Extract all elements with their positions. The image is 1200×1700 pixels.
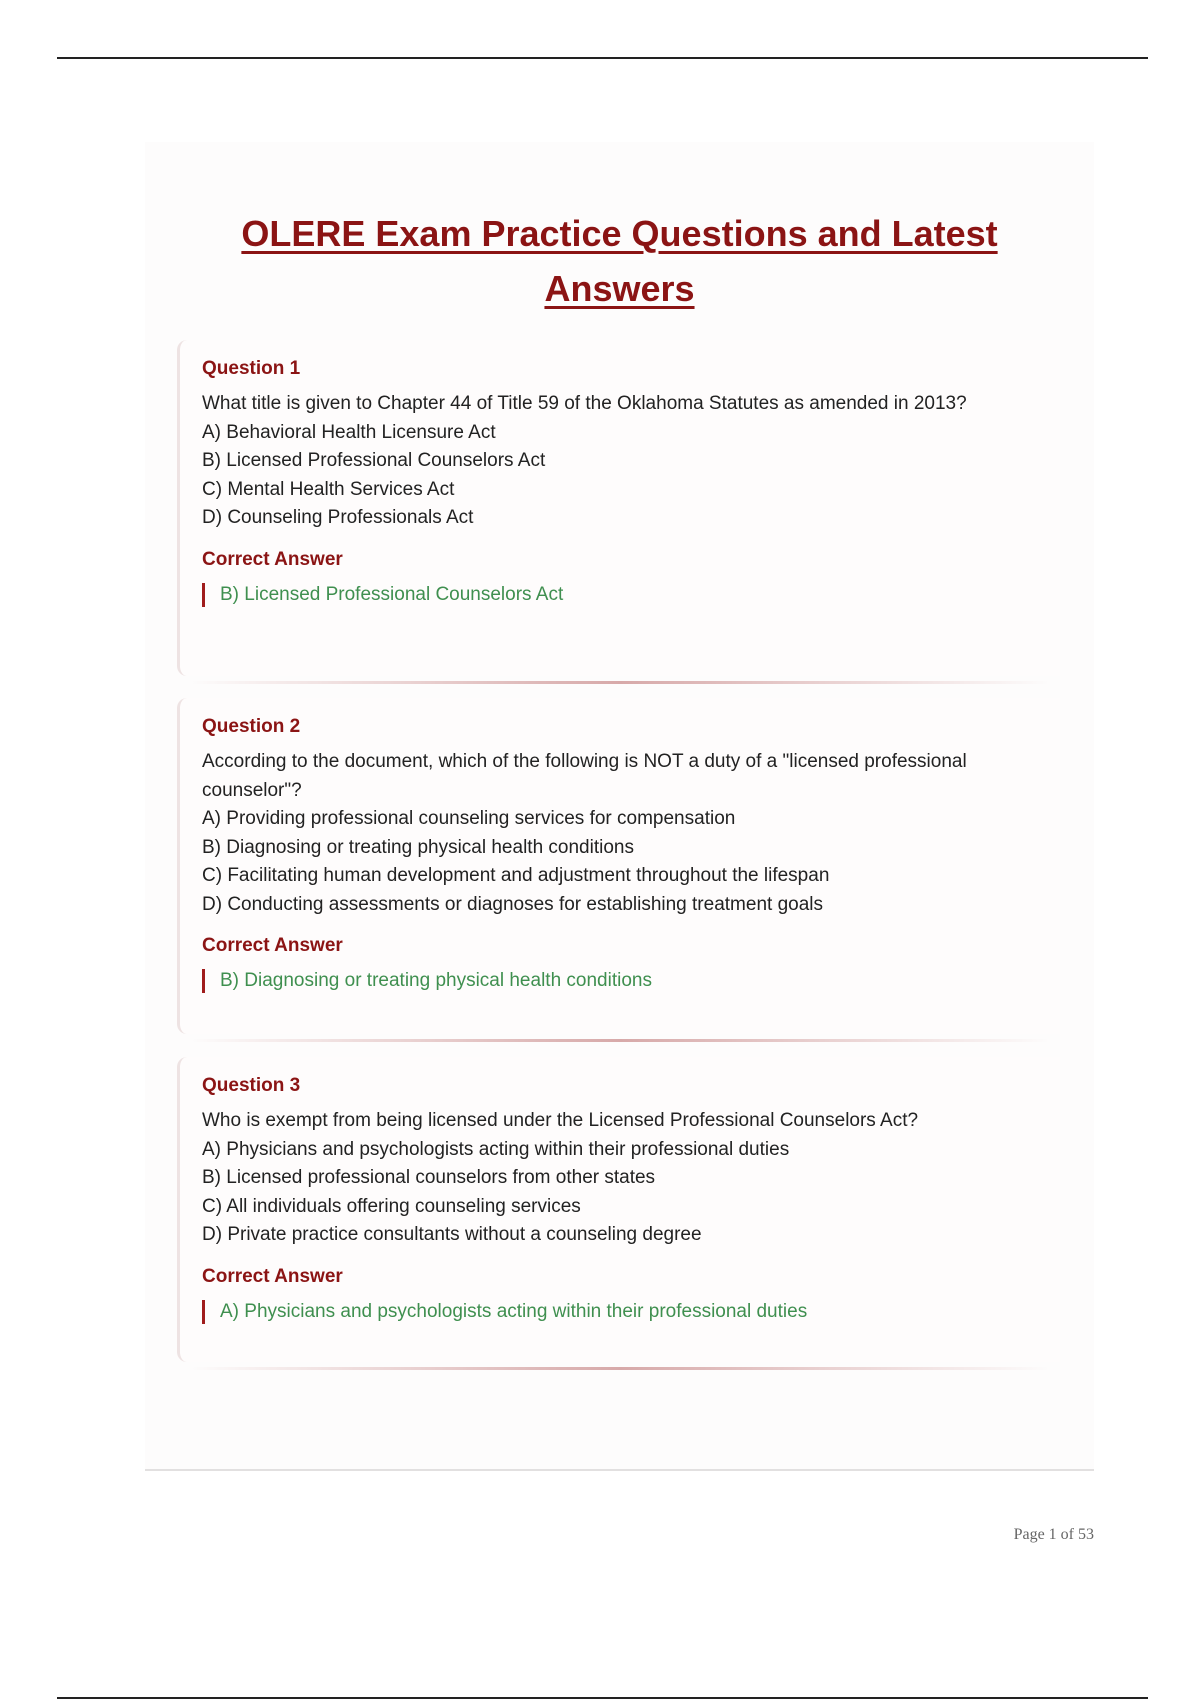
option-d: D) Private practice consultants without a counseling degree [202,1224,702,1245]
correct-answer: B) Diagnosing or treating physical health conditions [202,969,1060,993]
question-label: Question 1 [202,358,301,379]
document-title [145,206,1094,316]
option-c: C) Mental Health Services Act [202,478,455,500]
bottom-rule [57,1697,1148,1699]
option-b: B) Diagnosing or treating physical health conditions [202,836,634,858]
correct-answer-label: Correct Answer [202,935,343,956]
correct-answer-label: Correct Answer [202,548,343,570]
question-label: Question 2 [202,716,301,737]
option-a: A) Physicians and psychologists acting within their professional duties [202,1138,790,1160]
option-c: C) All individuals offering counseling services [202,1195,581,1217]
option-b: B) Licensed professional counselors from other states [202,1167,656,1188]
correct-answer: A) Physicians and psychologists acting within their professional duties [202,1300,1060,1324]
question-card-1 [177,340,1060,676]
correct-answer: B) Licensed Professional Counselors Act [202,583,1060,607]
title-line-2: Answers [544,268,695,309]
page-indicator: Page 1 of 53 [1013,1526,1094,1543]
option-d: D) Conducting assessments or diagnoses for establishing treatment goals [202,893,823,915]
top-rule [57,57,1148,59]
question-card-3 [177,1057,1060,1362]
correct-answer-label: Correct Answer [202,1265,343,1287]
title-line-1: OLERE Exam Practice Questions and Latest [241,213,998,254]
question-text: Who is exempt from being licensed under the Licensed Professional Counselors Act? [202,1110,919,1131]
question-label: Question 3 [202,1075,301,1096]
question-text: According to the document, which of the following is NOT a duty of a "licensed professional counselor"? [202,751,967,801]
option-a: A) Providing professional counseling services for compensation [202,808,736,829]
option-b: B) Licensed Professional Counselors Act [202,450,546,471]
option-c: C) Facilitating human development and adjustment throughout the lifespan [202,865,830,886]
option-a: A) Behavioral Health Licensure Act [202,421,496,443]
question-card-2 [177,698,1060,1034]
option-d: D) Counseling Professionals Act [202,507,474,528]
question-text: What title is given to Chapter 44 of Title 59 of the Oklahoma Statutes as amended in 2013? [202,393,967,414]
